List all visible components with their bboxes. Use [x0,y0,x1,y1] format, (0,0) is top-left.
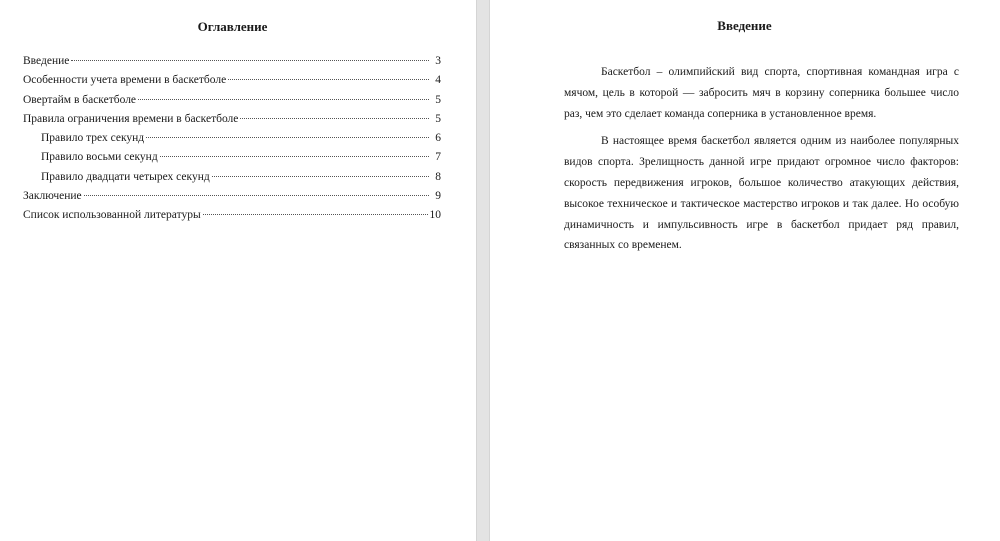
toc-dot-leader [240,118,429,119]
page-table-of-contents [0,0,477,541]
toc-entry-page: 5 [435,112,441,125]
toc-entry-page: 9 [435,190,441,203]
toc-subentry[interactable] [23,168,441,187]
toc-entry-label: Список использованной литературы [23,209,201,222]
toc-entry-label: Особенности учета времени в баскетболе [23,74,227,87]
toc-entry[interactable] [23,91,441,110]
toc-dot-leader [228,79,429,80]
toc-entry-label: Правило трех секунд [41,132,145,145]
intro-paragraph: Баскетбол – олимпийский вид спорта, спортивная командная игра с мячом, цель в которой — забросить мяч в корзину соперника большее число раз, чем это сделает команда соперника в установленное время. [564,66,959,120]
toc-entry[interactable] [23,110,441,129]
toc-entry[interactable] [23,187,441,206]
toc-entry-page: 5 [435,93,441,106]
toc-entry-label: Правила ограничения времени в баскетболе [23,112,239,125]
toc-subentry[interactable] [23,148,441,167]
intro-paragraph: В настоящее время баскетбол является одним из наиболее популярных видов спорта. Зрелищность данной игре придают огромное число факторов: скорость передвижения игроков, большое количество атакующих действия, высокое техническое и тактическое мастерство игроков и так далее. Но особую динамичность и импульсивность игре в баскетбол придает ряд правил, связанных со временем. [564,135,959,252]
toc-entry-label: Введение [23,55,70,67]
toc-entry[interactable] [23,206,441,225]
toc-subentry[interactable] [23,129,441,148]
toc-entry-label: Правило двадцати четырех секунд [41,170,210,183]
page-introduction [489,0,1000,541]
toc-dot-leader [138,99,429,100]
toc-dot-leader [203,214,428,215]
toc-entry[interactable] [23,52,441,71]
intro-title: Введение [717,18,772,33]
toc-dot-leader [146,137,429,138]
toc-entry-page: 6 [435,132,441,145]
toc-entry-page: 8 [435,170,441,183]
toc-entry-label: Заключение [23,190,82,203]
toc-dot-leader [212,176,429,177]
toc-entry-page: 4 [435,74,441,87]
toc-entry[interactable] [23,71,441,90]
intro-body [564,62,959,263]
toc-dot-leader [160,156,429,157]
toc-dot-leader [84,195,429,196]
toc-dot-leader [71,60,429,61]
toc-entry-page: 10 [429,209,441,222]
toc-title: Оглавление [197,19,268,34]
toc-list [23,52,441,226]
toc-entry-page: 3 [435,55,441,67]
page-gutter [477,0,489,541]
toc-entry-label: Правило восьми секунд [41,151,158,164]
toc-entry-page: 7 [435,151,441,164]
toc-entry-label: Овертайм в баскетболе [23,93,137,106]
